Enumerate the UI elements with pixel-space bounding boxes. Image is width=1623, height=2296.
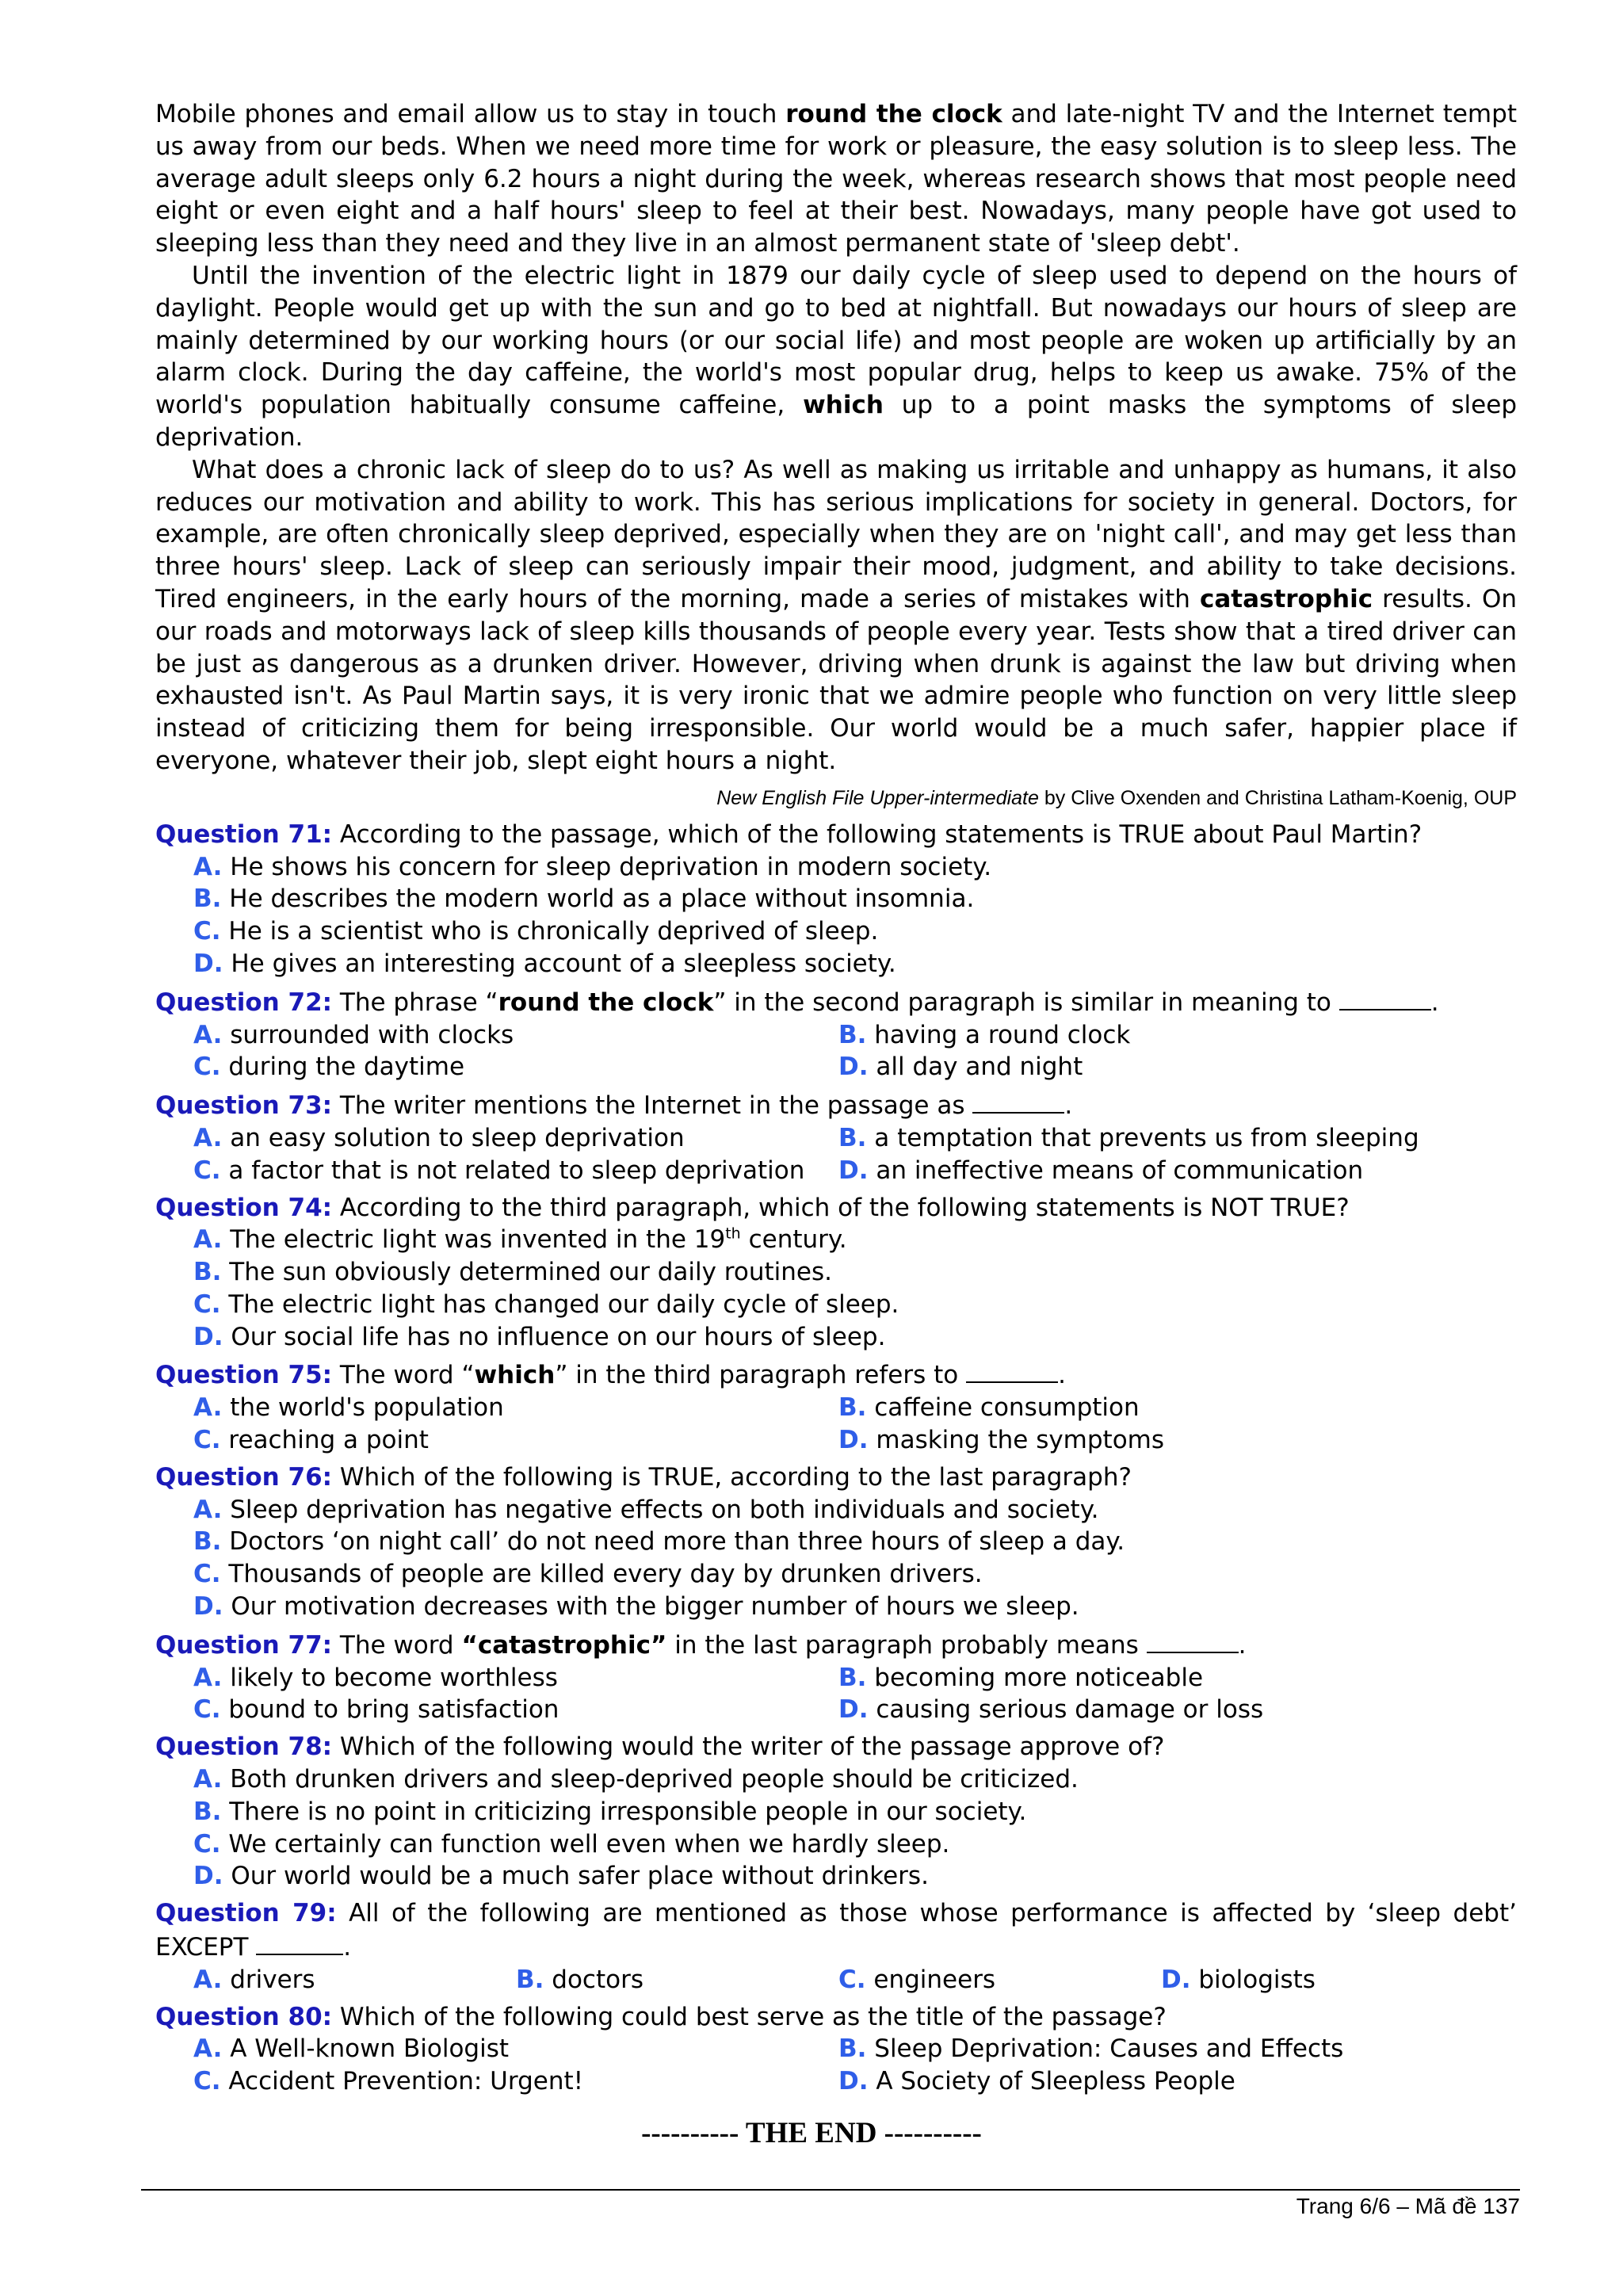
option-a[interactable] bbox=[193, 1763, 1517, 1796]
options bbox=[155, 2033, 1517, 2098]
option-text: causing serious damage or loss bbox=[868, 1695, 1264, 1725]
option-text: caffeine consumption bbox=[866, 1393, 1140, 1423]
option-d[interactable] bbox=[193, 1321, 1517, 1354]
option-c[interactable] bbox=[193, 2065, 838, 2098]
option-d[interactable] bbox=[193, 1591, 1517, 1623]
option-c[interactable] bbox=[193, 915, 1517, 948]
question-label: Question 76: bbox=[155, 1462, 333, 1492]
option-letter: A. bbox=[193, 1393, 223, 1423]
question-text: in the last paragraph probably means bbox=[666, 1630, 1147, 1660]
options bbox=[155, 1494, 1517, 1623]
option-letter: B. bbox=[516, 1965, 544, 1994]
option-letter: D. bbox=[838, 1052, 869, 1082]
question-text: The word “ bbox=[332, 1361, 475, 1390]
question-76 bbox=[155, 1461, 1517, 1623]
question-stem bbox=[155, 1628, 1517, 1662]
option-letter: C. bbox=[193, 2067, 221, 2096]
option-c[interactable] bbox=[838, 1964, 1161, 1996]
highlight-round-the-clock: round the clock bbox=[785, 100, 1002, 128]
question-label: Question 73: bbox=[155, 1091, 333, 1121]
option-text: reaching a point bbox=[220, 1426, 429, 1455]
option-text: Our motivation decreases with the bigger number of hours we sleep. bbox=[223, 1592, 1079, 1622]
option-c[interactable] bbox=[193, 1289, 1517, 1321]
option-text: becoming more noticeable bbox=[866, 1663, 1204, 1692]
option-a[interactable] bbox=[193, 1392, 838, 1424]
question-79 bbox=[155, 1897, 1517, 1996]
option-letter: B. bbox=[193, 1258, 222, 1287]
question-keyword: round the clock bbox=[498, 988, 714, 1017]
highlight-which: which bbox=[803, 391, 884, 420]
option-text: biologists bbox=[1190, 1965, 1316, 1994]
highlight-catastrophic: catastrophic bbox=[1199, 584, 1373, 613]
question-keyword: which bbox=[474, 1361, 556, 1390]
text: Mobile phones and email allow us to stay in touch bbox=[155, 100, 786, 128]
option-a[interactable] bbox=[193, 2033, 838, 2065]
option-letter: D. bbox=[193, 1322, 223, 1351]
question-text: Which of the following is TRUE, according to the last paragraph? bbox=[332, 1462, 1132, 1492]
text: results. On our roads and motorways lack of sleep kills thousands of people every year. Tests show that a tired driver can be just as dangerous as a drunken driver. However, driving when drunk is against the law but driving when exhausted isn't. As Paul Martin says, it is very ironic that we admire people who function on very little sleep instead of criticizing them for being irresponsible. Our world would be a much safer, happier place if everyone, whatever their job, slept eight hours a night. bbox=[155, 584, 1517, 775]
options bbox=[155, 1392, 1517, 1457]
option-letter: A. bbox=[193, 1495, 223, 1524]
option-text: We certainly can function well even when we hardly sleep. bbox=[220, 1829, 950, 1859]
option-b[interactable] bbox=[838, 1392, 1517, 1424]
passage-source bbox=[155, 782, 1517, 814]
option-letter: D. bbox=[838, 1695, 869, 1725]
option-text: The electric light was invented in the 19 bbox=[222, 1225, 726, 1255]
option-text: He is a scientist who is chronically deprived of sleep. bbox=[220, 917, 879, 946]
option-a[interactable] bbox=[193, 1122, 838, 1155]
option-c[interactable] bbox=[193, 1694, 838, 1726]
option-text: The electric light has changed our daily cycle of sleep. bbox=[220, 1289, 899, 1319]
question-label: Question 72: bbox=[155, 988, 333, 1017]
option-letter: A. bbox=[193, 1123, 223, 1152]
option-letter: B. bbox=[838, 1020, 867, 1049]
option-text: engineers bbox=[865, 1965, 996, 1994]
question-label: Question 71: bbox=[155, 819, 333, 849]
option-c[interactable] bbox=[193, 1155, 838, 1187]
option-letter: C. bbox=[838, 1965, 866, 1994]
option-text: He describes the modern world as a place without insomnia. bbox=[221, 884, 975, 914]
option-a[interactable] bbox=[193, 1964, 516, 1996]
option-text: A Society of Sleepless People bbox=[868, 2067, 1235, 2096]
option-letter: C. bbox=[193, 1829, 221, 1859]
question-78 bbox=[155, 1731, 1517, 1893]
option-d[interactable] bbox=[838, 1424, 1517, 1457]
option-text: bound to bring satisfaction bbox=[220, 1695, 559, 1725]
option-letter: C. bbox=[193, 917, 221, 946]
source-authors: by Clive Oxenden and Christina Latham-Koenig, OUP bbox=[1038, 786, 1517, 809]
options bbox=[155, 1122, 1517, 1187]
option-letter: B. bbox=[838, 1663, 867, 1692]
question-text: According to the third paragraph, which of the following statements is NOT TRUE? bbox=[332, 1193, 1350, 1222]
option-letter: C. bbox=[193, 1289, 221, 1319]
option-b[interactable] bbox=[838, 1019, 1517, 1052]
option-text: Thousands of people are killed every day by drunken drivers. bbox=[220, 1560, 983, 1589]
option-letter: C. bbox=[193, 1052, 221, 1082]
answer-blank bbox=[1339, 985, 1431, 1010]
option-a[interactable] bbox=[193, 1224, 1517, 1256]
option-text: century. bbox=[740, 1225, 847, 1255]
options bbox=[155, 851, 1517, 980]
option-text: There is no point in criticizing irresponsible people in our society. bbox=[221, 1797, 1027, 1826]
passage-paragraph-3 bbox=[155, 454, 1517, 777]
option-text: drivers bbox=[222, 1965, 315, 1994]
source-title: New English File Upper-intermediate bbox=[716, 786, 1039, 809]
option-letter: B. bbox=[838, 2034, 867, 2064]
options bbox=[155, 1662, 1517, 1727]
option-text: He shows his concern for sleep deprivation in modern society. bbox=[222, 852, 992, 881]
options bbox=[155, 1964, 1517, 1996]
passage-paragraph-2 bbox=[155, 260, 1517, 454]
option-text: a temptation that prevents us from sleeping bbox=[866, 1123, 1419, 1152]
option-b[interactable] bbox=[193, 1796, 1517, 1828]
option-a[interactable] bbox=[193, 1494, 1517, 1526]
question-stem bbox=[155, 2001, 1517, 2034]
question-label: Question 75: bbox=[155, 1361, 333, 1390]
option-a[interactable] bbox=[193, 851, 1517, 884]
option-text: doctors bbox=[544, 1965, 643, 1994]
option-text: during the daytime bbox=[220, 1052, 465, 1082]
option-b[interactable] bbox=[838, 1662, 1517, 1694]
option-letter: D. bbox=[193, 1862, 223, 1891]
option-b[interactable] bbox=[516, 1964, 838, 1996]
question-label: Question 78: bbox=[155, 1733, 333, 1762]
question-label: Question 80: bbox=[155, 2002, 333, 2031]
option-c[interactable] bbox=[193, 1424, 838, 1457]
option-b[interactable] bbox=[193, 1256, 1517, 1289]
question-72 bbox=[155, 985, 1517, 1083]
option-b[interactable] bbox=[193, 1526, 1517, 1558]
option-text: Both drunken drivers and sleep-deprived people should be criticized. bbox=[222, 1765, 1079, 1794]
option-text: having a round clock bbox=[866, 1020, 1131, 1049]
question-label: Question 74: bbox=[155, 1193, 333, 1222]
option-letter: A. bbox=[193, 1663, 223, 1692]
superscript: th bbox=[725, 1224, 741, 1243]
option-d[interactable] bbox=[838, 1051, 1517, 1083]
content-area bbox=[155, 98, 1517, 2098]
text: What does a chronic lack of sleep do to us? As well as making us irritable and unhappy as humans, it also reduces our motivation and ability to work. This has serious implications for society in general. Doctors, for example, are often chronically sleep deprived, especially when they are on 'night call', and may get less than three hours' sleep. Lack of sleep can seriously impair their mood, judgment, and ability to take decisions. Tired engineers, in the early hours of the morning, made a series of mistakes with bbox=[155, 455, 1517, 613]
question-73 bbox=[155, 1088, 1517, 1186]
option-letter: C. bbox=[193, 1695, 221, 1725]
answer-blank bbox=[966, 1358, 1058, 1383]
option-letter: B. bbox=[193, 1797, 222, 1826]
option-letter: D. bbox=[838, 1156, 869, 1185]
question-stem bbox=[155, 1088, 1517, 1122]
option-d[interactable] bbox=[1161, 1964, 1517, 1996]
question-stem bbox=[155, 1461, 1517, 1494]
option-text: likely to become worthless bbox=[222, 1663, 558, 1692]
question-text: Which of the following could best serve as the title of the passage? bbox=[332, 2002, 1167, 2031]
option-text: Sleep Deprivation: Causes and Effects bbox=[866, 2034, 1344, 2064]
question-75 bbox=[155, 1358, 1517, 1456]
option-letter: A. bbox=[193, 1225, 223, 1255]
option-letter: B. bbox=[838, 1393, 867, 1423]
text: and late-night TV and the Internet tempt us away from our beds. When we need more time for work or pleasure, the easy solution is to sleep less. The average adult sleeps only 6.2 hours a night during the week, whereas research shows that most people need eight or even eight and a half hours' sleep to feel at their best. Nowadays, many people have got used to sleeping less than they need and they live in an almost permanent state of 'sleep debt'. bbox=[155, 100, 1517, 258]
question-keyword: “catastrophic” bbox=[461, 1630, 667, 1660]
question-text: . bbox=[343, 1933, 352, 1962]
option-text: Sleep deprivation has negative effects on both individuals and society. bbox=[222, 1495, 1099, 1524]
option-text: masking the symptoms bbox=[868, 1426, 1165, 1455]
question-text: . bbox=[1430, 988, 1439, 1017]
question-stem bbox=[155, 985, 1517, 1019]
option-d[interactable] bbox=[838, 1155, 1517, 1187]
option-d[interactable] bbox=[838, 2065, 1517, 2098]
option-letter: C. bbox=[193, 1426, 221, 1455]
option-text: A Well-known Biologist bbox=[222, 2034, 510, 2064]
options bbox=[155, 1019, 1517, 1084]
question-text: According to the passage, which of the following statements is TRUE about Paul Martin? bbox=[332, 819, 1423, 849]
option-text: all day and night bbox=[868, 1052, 1083, 1082]
question-text: All of the following are mentioned as those whose performance is affected by ‘sleep debt’ EXCEPT bbox=[155, 1899, 1517, 1962]
option-letter: C. bbox=[193, 1560, 221, 1589]
option-letter: D. bbox=[1161, 1965, 1191, 1994]
text: up to a point masks the symptoms of sleep deprivation. bbox=[155, 391, 1517, 452]
page-footer: Trang 6/6 – Mã đề 137 bbox=[1296, 2194, 1520, 2218]
option-letter: D. bbox=[838, 2067, 869, 2096]
question-80 bbox=[155, 2001, 1517, 2098]
option-text: He gives an interesting account of a sleepless society. bbox=[223, 949, 896, 978]
option-letter: B. bbox=[838, 1123, 867, 1152]
option-text: an easy solution to sleep deprivation bbox=[222, 1123, 685, 1152]
question-text: Which of the following would the writer of the passage approve of? bbox=[332, 1733, 1165, 1762]
option-letter: D. bbox=[838, 1426, 869, 1455]
option-a[interactable] bbox=[193, 1662, 838, 1694]
question-text: . bbox=[1058, 1361, 1066, 1390]
question-71 bbox=[155, 819, 1517, 980]
answer-blank bbox=[256, 1930, 343, 1955]
option-b[interactable] bbox=[838, 1122, 1517, 1155]
option-letter: A. bbox=[193, 1965, 223, 1994]
question-text: ” in the second paragraph is similar in meaning to bbox=[713, 988, 1339, 1017]
question-stem bbox=[155, 819, 1517, 851]
option-letter: A. bbox=[193, 1765, 223, 1794]
question-label: Question 77: bbox=[155, 1630, 333, 1660]
text: Until the invention of the electric light in 1879 our daily cycle of sleep used to depend on the hours of daylight. People would get up with the sun and go to bed at nightfall. But nowadays our hours of sleep are mainly determined by our working hours (or our social life) and most people are woken up artificially by an alarm clock. During the day caffeine, the world's most popular drug, helps to keep us awake. 75% of the world's population habitually consume caffeine, bbox=[155, 261, 1517, 420]
option-letter: C. bbox=[193, 1156, 221, 1185]
question-text: . bbox=[1238, 1630, 1247, 1660]
question-text: The word bbox=[332, 1630, 462, 1660]
option-a[interactable] bbox=[193, 1019, 838, 1052]
question-text: ” in the third paragraph refers to bbox=[555, 1361, 967, 1390]
option-text: Accident Prevention: Urgent! bbox=[220, 2067, 584, 2096]
option-b[interactable] bbox=[193, 883, 1517, 915]
option-c[interactable] bbox=[193, 1828, 1517, 1861]
option-letter: D. bbox=[193, 1592, 223, 1622]
the-end-marker: ---------- THE END ---------- bbox=[641, 2117, 982, 2149]
question-stem bbox=[155, 1358, 1517, 1392]
answer-blank bbox=[1147, 1628, 1239, 1653]
footer-divider bbox=[141, 2189, 1520, 2191]
passage-paragraph-1 bbox=[155, 98, 1517, 260]
option-letter: A. bbox=[193, 1020, 223, 1049]
option-d[interactable] bbox=[838, 1694, 1517, 1726]
options bbox=[155, 1763, 1517, 1893]
option-c[interactable] bbox=[193, 1051, 838, 1083]
option-c[interactable] bbox=[193, 1558, 1517, 1591]
question-stem bbox=[155, 1731, 1517, 1763]
question-text: The writer mentions the Internet in the passage as bbox=[332, 1091, 973, 1121]
question-77 bbox=[155, 1628, 1517, 1726]
question-stem bbox=[155, 1897, 1517, 1964]
option-letter: A. bbox=[193, 852, 223, 881]
question-text: The phrase “ bbox=[332, 988, 498, 1017]
option-letter: B. bbox=[193, 884, 222, 914]
option-b[interactable] bbox=[838, 2033, 1517, 2065]
question-stem bbox=[155, 1192, 1517, 1224]
question-label: Question 79: bbox=[155, 1899, 337, 1928]
option-text: The sun obviously determined our daily routines. bbox=[221, 1258, 832, 1287]
option-letter: B. bbox=[193, 1527, 222, 1557]
option-letter: A. bbox=[193, 2034, 223, 2064]
answer-blank bbox=[972, 1088, 1064, 1114]
option-text: surrounded with clocks bbox=[222, 1020, 514, 1049]
option-text: Our world would be a much safer place without drinkers. bbox=[223, 1862, 929, 1891]
option-d[interactable] bbox=[193, 1860, 1517, 1893]
options bbox=[155, 1224, 1517, 1353]
option-text: Our social life has no influence on our hours of sleep. bbox=[223, 1322, 886, 1351]
option-text: a factor that is not related to sleep deprivation bbox=[220, 1156, 805, 1185]
option-text: an ineffective means of communication bbox=[868, 1156, 1364, 1185]
question-74 bbox=[155, 1192, 1517, 1354]
question-text: . bbox=[1064, 1091, 1073, 1121]
option-letter: D. bbox=[193, 949, 223, 978]
option-text: Doctors ‘on night call’ do not need more than three hours of sleep a day. bbox=[221, 1527, 1125, 1557]
option-text: the world's population bbox=[222, 1393, 504, 1423]
option-d[interactable] bbox=[193, 948, 1517, 980]
